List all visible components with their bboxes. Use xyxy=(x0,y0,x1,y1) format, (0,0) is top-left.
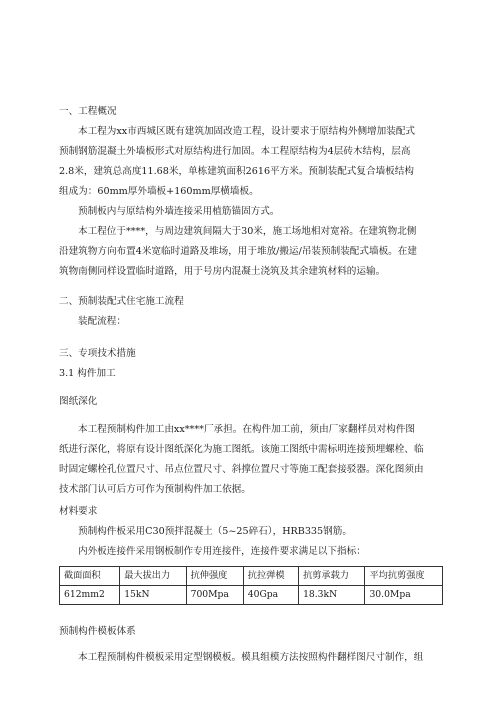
table-cell: 40Gpa xyxy=(243,586,298,605)
paragraph-line: 内外板连接件采用钢板制作专用连接件，连接件要求满足以下指标： xyxy=(78,546,366,557)
paragraph-line: 本工程位于****，与周边建筑间隔大于30米，施工场地相对宽裕。在建筑物北侧 xyxy=(78,226,417,237)
table-cell: 15kN xyxy=(120,586,186,605)
paragraph-line: 组成为：60mm厚外墙板+160mm厚横墙板。 xyxy=(59,186,259,197)
topic-heading-formwork: 预制构件模板体系 xyxy=(59,626,136,637)
table-header-cell: 抗剪承载力 xyxy=(299,567,365,586)
paragraph-line: 本工程预制构件加工由xx****厂承担。在构件加工前，须由厂家翻样员对构件图 xyxy=(78,424,416,435)
paragraph-line: 沿建筑物方向布置4米宽临时道路及堆场，用于堆放/搬运/吊装预制装配式墙板。在建 xyxy=(59,246,417,257)
paragraph-line: 时固定螺栓孔位置尺寸、吊点位置尺寸、斜撑位置尺寸等施工配套接驳器。深化图须由 xyxy=(59,464,424,475)
table-header-cell: 抗拉弹模 xyxy=(243,567,298,586)
subsection-heading: 3.1 构件加工 xyxy=(59,368,116,379)
section-heading-process: 二、预制装配式住宅施工流程 xyxy=(59,296,184,307)
table-header-cell: 平均抗剪强度 xyxy=(365,567,443,586)
topic-heading-material: 材料要求 xyxy=(59,506,98,517)
connector-spec-table xyxy=(59,566,443,605)
paragraph-line: 技术部门认可后方可作为预制构件加工依据。 xyxy=(59,484,251,495)
paragraph-line: 本工程预制构件模板采用定型钢模板。模具组模方法按照构件翻样图尺寸制作，组 xyxy=(78,652,424,663)
section-heading-technical: 三、专项技术措施 xyxy=(59,348,136,359)
assembly-process-label: 装配流程： xyxy=(78,316,126,327)
paragraph-line: 纸进行深化，将原有设计图纸深化为施工图纸。该施工图纸中需标明连接预埋螺栓、临 xyxy=(59,444,424,455)
section-heading-overview: 一、工程概况 xyxy=(59,106,117,117)
table-cell: 700Mpa xyxy=(186,586,243,605)
paragraph-line: 2.8米，建筑总高度11.68米，单栋建筑面积2616平方米。预制装配式复合墙板结构 xyxy=(59,166,414,177)
paragraph-line: 预制构件板采用C30预拌混凝土（5~25碎石），HRB335钢筋。 xyxy=(78,526,352,537)
paragraph-line: 预制钢筋混凝土外墙板形式对原结构进行加固。本工程原结构为4层砖木结构，层高 xyxy=(59,146,411,157)
table-header-row xyxy=(60,567,443,586)
topic-heading-drawing: 图纸深化 xyxy=(59,396,98,407)
table-row xyxy=(60,586,443,605)
table-cell: 612mm2 xyxy=(60,586,120,605)
paragraph-line: 预制板内与原结构外墙连接采用植筋锚固方式。 xyxy=(78,206,280,217)
paragraph-line: 筑物南侧同样设置临时道路，用于号房内混凝土浇筑及其余建筑材料的运输。 xyxy=(59,266,386,277)
table-header-cell: 截面面积 xyxy=(60,567,120,586)
table-cell: 30.0Mpa xyxy=(365,586,443,605)
table-header-cell: 最大拔出力 xyxy=(120,567,186,586)
paragraph-line: 本工程为xx市西城区既有建筑加固改造工程，设计要求于原结构外侧增加装配式 xyxy=(78,126,416,137)
table-header-cell: 抗伸强度 xyxy=(186,567,243,586)
table-cell: 18.3kN xyxy=(299,586,365,605)
